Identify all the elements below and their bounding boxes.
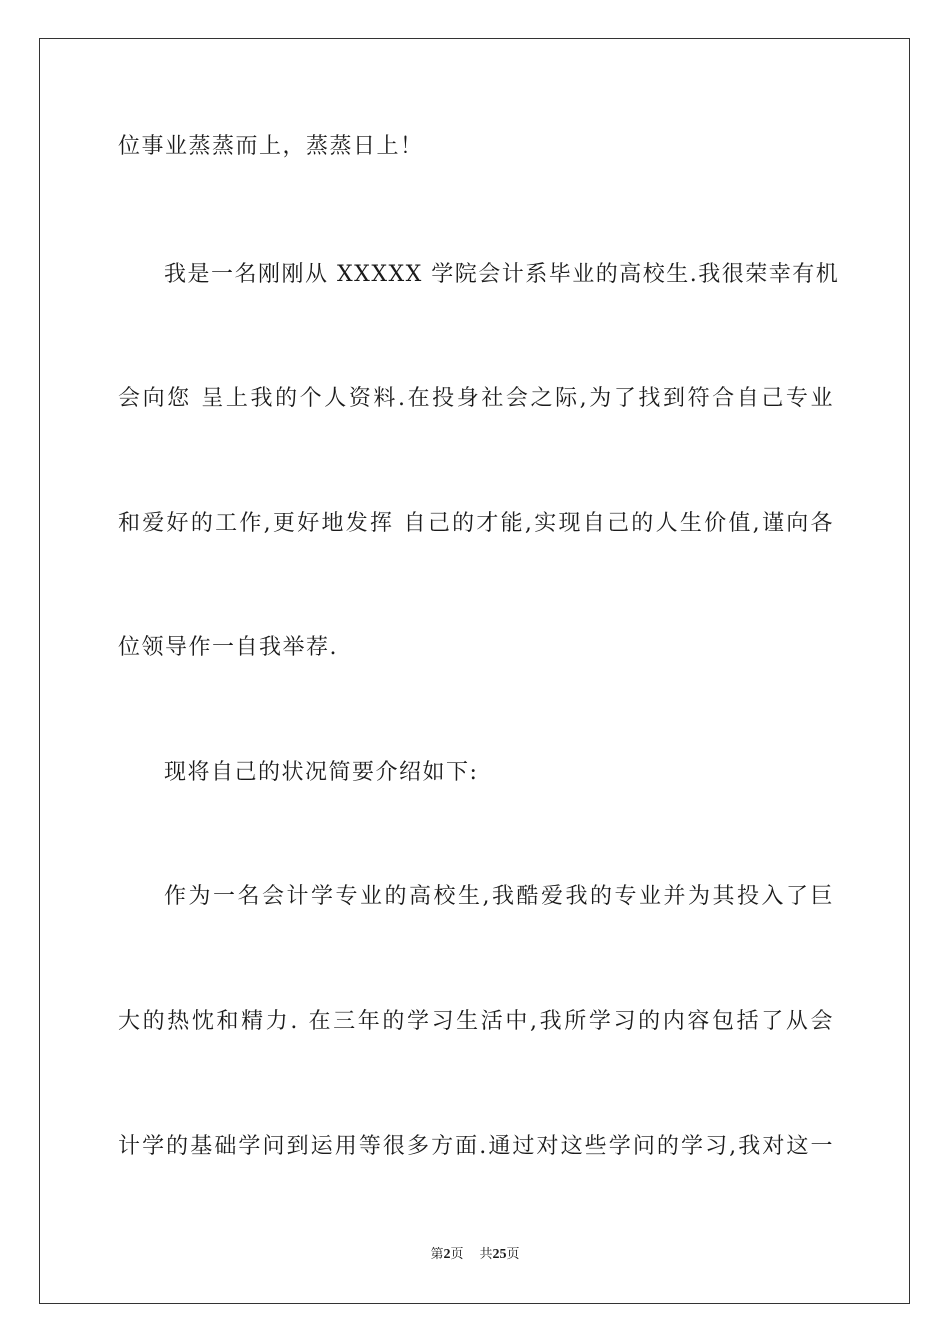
text-line-8: 大的热忱和精力. 在三年的学习生活中,我所学习的内容包括了从会 <box>118 1009 834 1034</box>
text-line-3: 会向您 呈上我的个人资料.在投身社会之际,为了找到符合自己专业 <box>118 386 834 411</box>
page-number: 2 <box>443 1247 451 1262</box>
text-line-5: 位领导作一自我举荐. <box>118 635 338 660</box>
text-line-1: 位事业蒸蒸而上，蒸蒸日上！ <box>118 134 424 159</box>
text-line-7: 作为一名会计学专业的高校生,我酷爱我的专业并为其投入了巨 <box>164 884 834 909</box>
total-prefix: 共 <box>479 1247 493 1262</box>
total-pages: 25 <box>492 1247 507 1262</box>
text-line-6: 现将自己的状况简要介绍如下: <box>164 760 479 785</box>
text-line-4: 和爱好的工作,更好地发挥 自己的才能,实现自己的人生价值,谨向各 <box>118 511 834 536</box>
total-suffix: 页 <box>506 1247 520 1262</box>
text-line-2: 我是一名刚刚从 XXXXX 学院会计系毕业的高校生.我很荣幸有机 <box>164 262 840 287</box>
page-footer <box>0 1246 950 1264</box>
page-prefix: 第 <box>430 1247 444 1262</box>
page-border <box>39 38 910 1304</box>
text-line-9: 计学的基础学问到运用等很多方面.通过对这些学问的学习,我对这一 <box>118 1134 834 1159</box>
page-suffix: 页 <box>450 1247 464 1262</box>
